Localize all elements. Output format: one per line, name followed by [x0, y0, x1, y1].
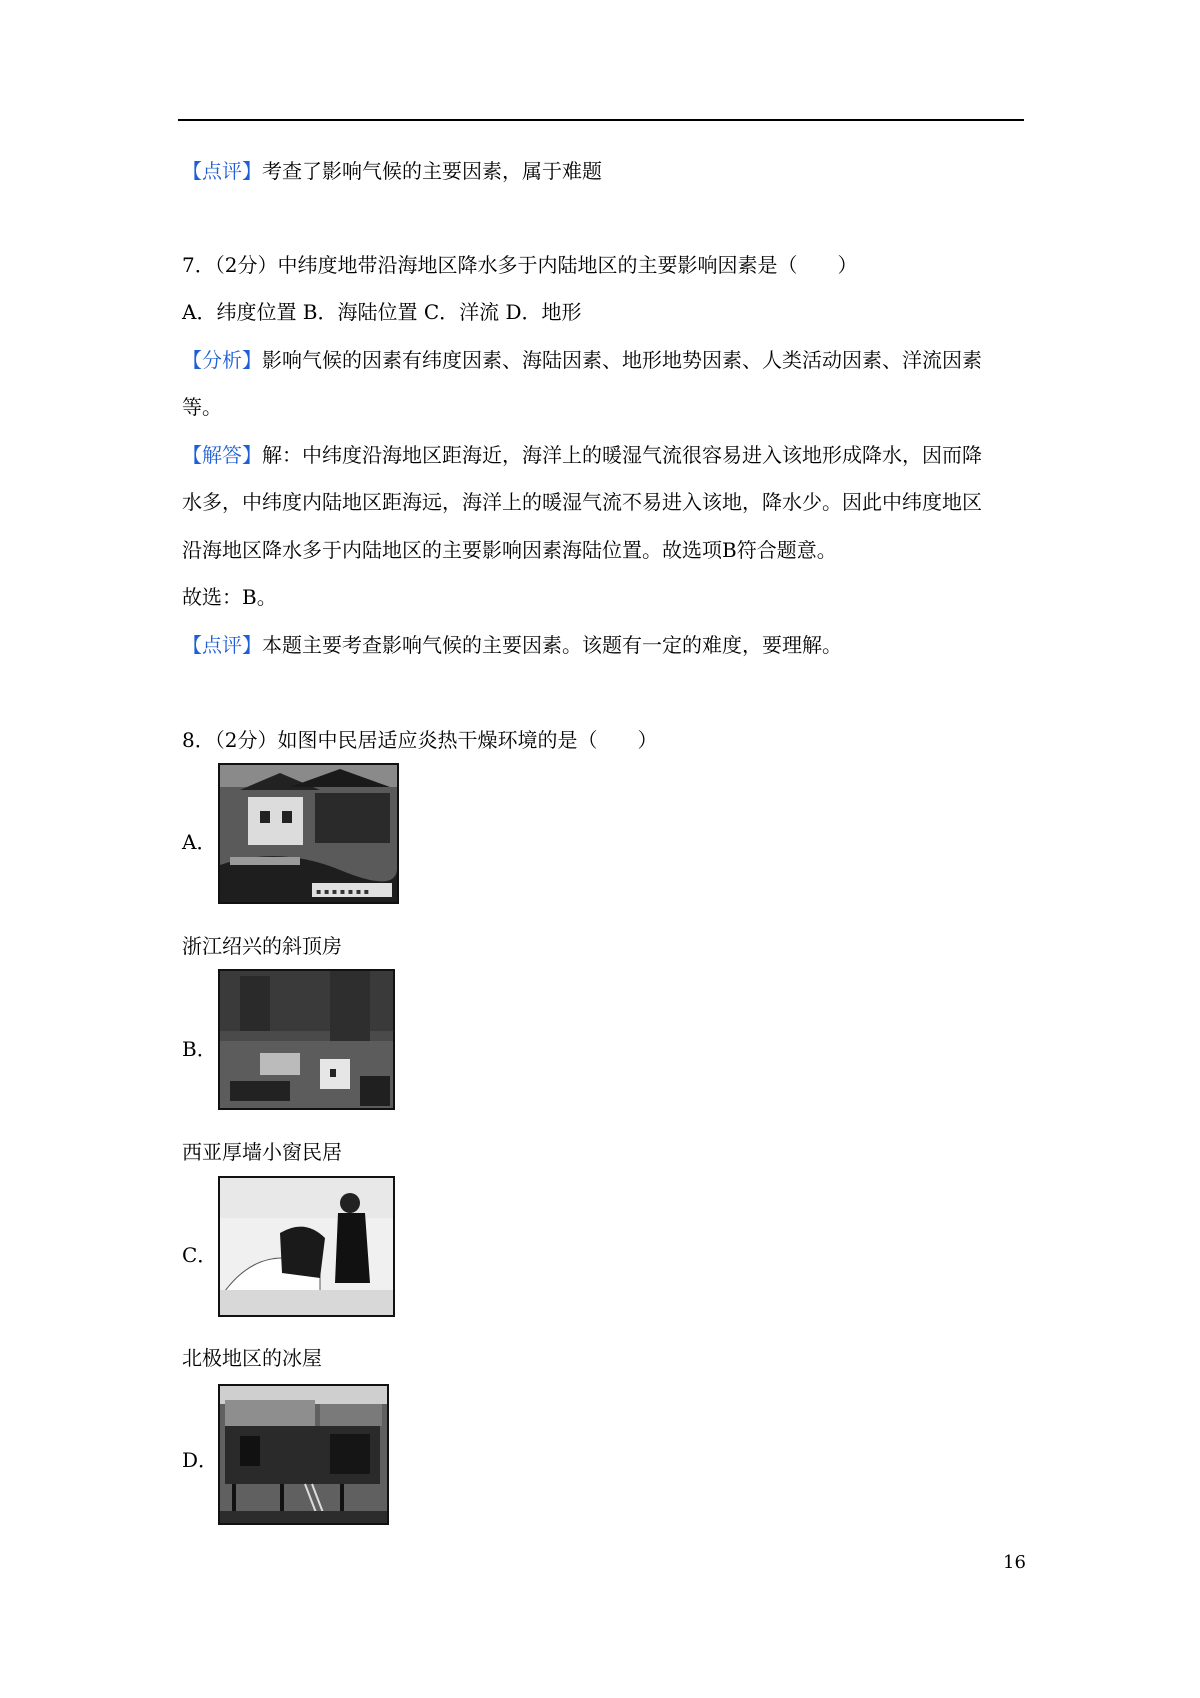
analysis-tag: 【分析】 [182, 348, 262, 372]
option-c-caption: 北极地区的冰屋 [182, 1346, 322, 1370]
option-a-letter: A． [182, 830, 217, 854]
option-a-photo [218, 763, 399, 904]
option-b-caption: 西亚厚墙小窗民居 [182, 1140, 342, 1164]
page-number: 16 [1003, 1552, 1026, 1573]
q8-stem: 8．（2分）如图中民居适应炎热干燥环境的是（ ） [182, 728, 658, 752]
q7-answer-line-2: 水多，中纬度内陆地区距海远，海洋上的暖湿气流不易进入该地，降水少。因此中纬度地区 [182, 490, 982, 514]
q7-choice: 故选：B。 [182, 585, 277, 609]
option-a-caption: 浙江绍兴的斜顶房 [182, 934, 342, 958]
option-b-letter: B． [182, 1037, 217, 1061]
q7-answer-line-3: 沿海地区降水多于内陆地区的主要影响因素海陆位置。故选项B符合题意。 [182, 538, 837, 562]
option-c-photo [218, 1176, 395, 1317]
q7-options: A．纬度位置 B．海陆位置 C．洋流 D．地形 [182, 300, 582, 324]
option-d-photo [218, 1384, 389, 1525]
q7-analysis-line-1 [182, 346, 982, 374]
analysis-text: 影响气候的因素有纬度因素、海陆因素、地形地势因素、人类活动因素、洋流因素 [262, 348, 982, 372]
comment-tag: 【点评】 [182, 633, 262, 657]
q6-comment [182, 157, 602, 185]
answer-text: 解：中纬度沿海地区距海近，海洋上的暖湿气流很容易进入该地形成降水，因而降 [262, 443, 982, 467]
q7-comment [182, 631, 842, 659]
svg-text:▪ ▪ ▪ ▪ ▪ ▪ ▪: ▪ ▪ ▪ ▪ ▪ ▪ ▪ [316, 887, 370, 896]
comment-text: 本题主要考查影响气候的主要因素。该题有一定的难度，要理解。 [262, 633, 842, 657]
option-d-letter: D． [182, 1448, 219, 1472]
q7-answer-line-1 [182, 441, 982, 469]
q7-analysis-line-2: 等。 [182, 395, 222, 419]
comment-text: 考查了影响气候的主要因素，属于难题 [262, 159, 602, 183]
q7-stem: 7．（2分）中纬度地带沿海地区降水多于内陆地区的主要影响因素是（ ） [182, 253, 858, 277]
answer-tag: 【解答】 [182, 443, 262, 467]
option-b-photo [218, 969, 395, 1110]
comment-tag: 【点评】 [182, 159, 262, 183]
option-c-letter: C． [182, 1243, 218, 1267]
header-rule [178, 119, 1024, 121]
